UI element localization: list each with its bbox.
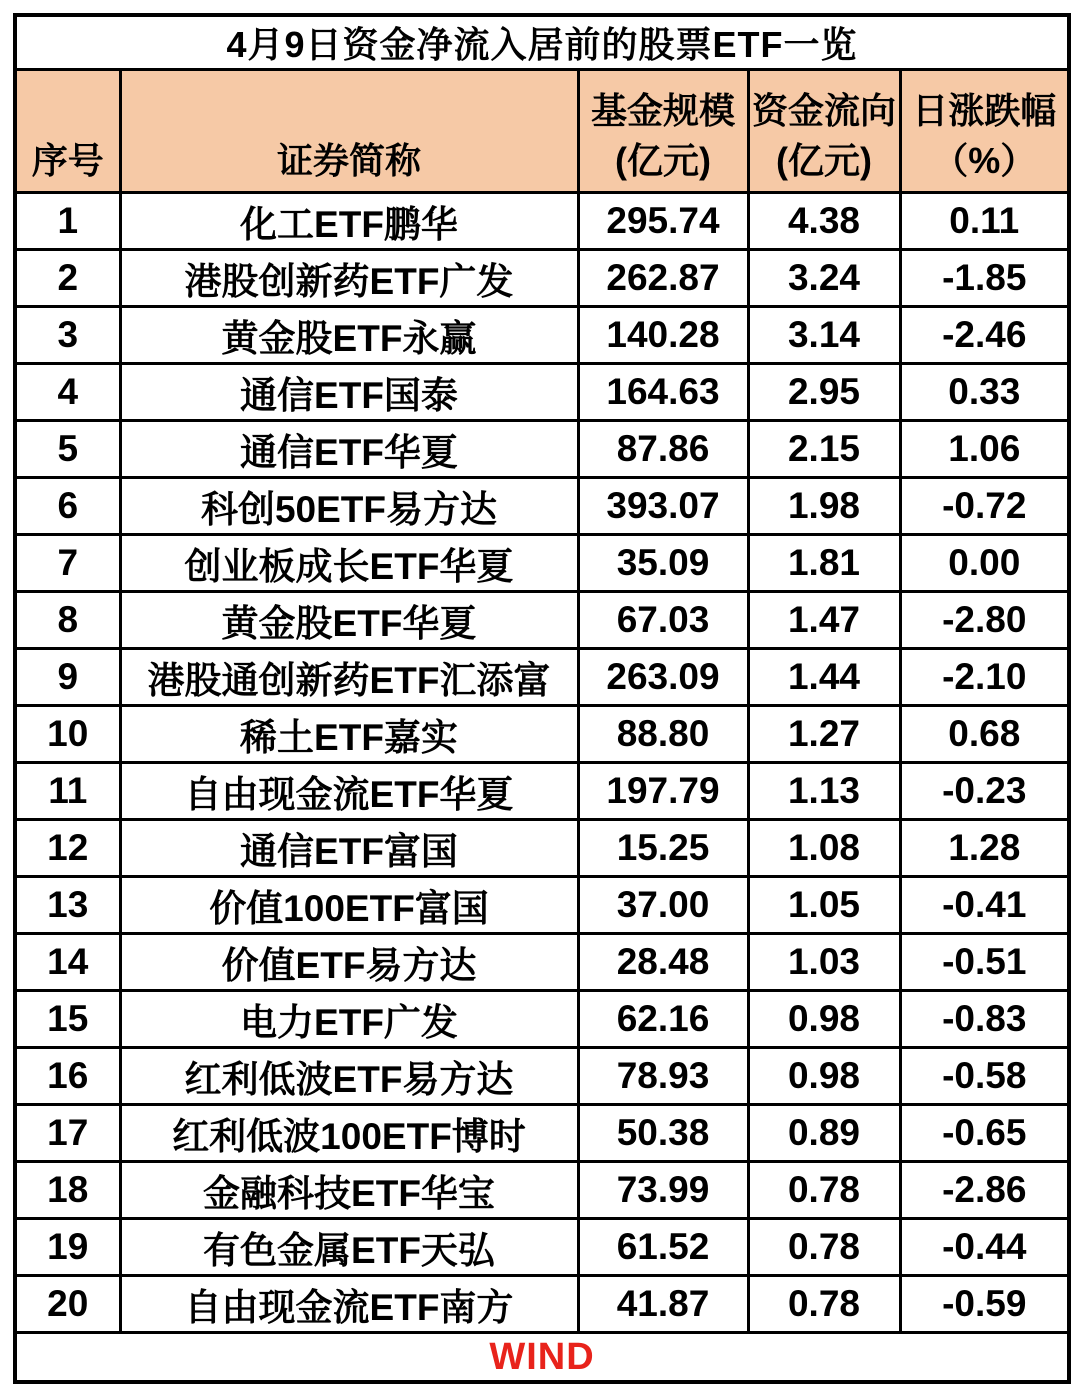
header-daily-change-line2: （%） bbox=[932, 140, 1037, 181]
fund-flow-cell: 0.78 bbox=[748, 1162, 900, 1219]
daily-change-cell: -0.59 bbox=[900, 1276, 1069, 1333]
rank-cell: 14 bbox=[15, 934, 120, 991]
daily-change-cell: -0.83 bbox=[900, 991, 1069, 1048]
daily-change-cell: -0.44 bbox=[900, 1219, 1069, 1276]
rank-cell: 17 bbox=[15, 1105, 120, 1162]
security-name-cell: 红利低波100ETF博时 bbox=[120, 1105, 578, 1162]
security-name-cell: 港股通创新药ETF汇添富 bbox=[120, 649, 578, 706]
header-fund-flow-line1: 资金流向 bbox=[751, 90, 896, 131]
table-row bbox=[15, 877, 1069, 934]
table-row bbox=[15, 421, 1069, 478]
daily-change-cell: -0.65 bbox=[900, 1105, 1069, 1162]
security-name-cell: 自由现金流ETF华夏 bbox=[120, 763, 578, 820]
fund-flow-cell: 2.95 bbox=[748, 364, 900, 421]
daily-change-cell: -2.46 bbox=[900, 307, 1069, 364]
table-row bbox=[15, 763, 1069, 820]
fund-flow-cell: 1.44 bbox=[748, 649, 900, 706]
fund-scale-cell: 50.38 bbox=[578, 1105, 748, 1162]
column-header-row bbox=[15, 70, 1069, 193]
security-name-cell: 港股创新药ETF广发 bbox=[120, 250, 578, 307]
fund-flow-cell: 4.38 bbox=[748, 193, 900, 250]
security-name-cell: 科创50ETF易方达 bbox=[120, 478, 578, 535]
daily-change-cell: -1.85 bbox=[900, 250, 1069, 307]
fund-scale-cell: 73.99 bbox=[578, 1162, 748, 1219]
security-name-cell: 化工ETF鹏华 bbox=[120, 193, 578, 250]
source-row bbox=[15, 1333, 1069, 1383]
table-row bbox=[15, 478, 1069, 535]
security-name-cell: 价值100ETF富国 bbox=[120, 877, 578, 934]
security-name-cell: 价值ETF易方达 bbox=[120, 934, 578, 991]
rank-cell: 13 bbox=[15, 877, 120, 934]
header-rank bbox=[15, 70, 120, 193]
rank-cell: 5 bbox=[15, 421, 120, 478]
fund-flow-cell: 3.24 bbox=[748, 250, 900, 307]
fund-flow-cell: 2.15 bbox=[748, 421, 900, 478]
fund-scale-cell: 295.74 bbox=[578, 193, 748, 250]
security-name-cell: 电力ETF广发 bbox=[120, 991, 578, 1048]
rank-cell: 18 bbox=[15, 1162, 120, 1219]
fund-scale-cell: 393.07 bbox=[578, 478, 748, 535]
data-source-label: WIND bbox=[15, 1333, 1069, 1383]
rank-cell: 7 bbox=[15, 535, 120, 592]
daily-change-cell: -0.51 bbox=[900, 934, 1069, 991]
table-row bbox=[15, 592, 1069, 649]
rank-cell: 4 bbox=[15, 364, 120, 421]
daily-change-cell: -0.23 bbox=[900, 763, 1069, 820]
daily-change-cell: -0.41 bbox=[900, 877, 1069, 934]
rank-cell: 1 bbox=[15, 193, 120, 250]
security-name-cell: 金融科技ETF华宝 bbox=[120, 1162, 578, 1219]
rank-cell: 11 bbox=[15, 763, 120, 820]
security-name-cell: 稀土ETF嘉实 bbox=[120, 706, 578, 763]
title-row bbox=[15, 15, 1069, 70]
fund-flow-cell: 1.05 bbox=[748, 877, 900, 934]
daily-change-cell: 0.33 bbox=[900, 364, 1069, 421]
fund-scale-cell: 87.86 bbox=[578, 421, 748, 478]
security-name-cell: 黄金股ETF永赢 bbox=[120, 307, 578, 364]
table-row bbox=[15, 1105, 1069, 1162]
header-security-name-label: 证券简称 bbox=[276, 140, 421, 181]
security-name-cell: 自由现金流ETF南方 bbox=[120, 1276, 578, 1333]
daily-change-cell: -2.10 bbox=[900, 649, 1069, 706]
fund-flow-cell: 0.78 bbox=[748, 1276, 900, 1333]
table-row bbox=[15, 706, 1069, 763]
rank-cell: 2 bbox=[15, 250, 120, 307]
fund-scale-cell: 197.79 bbox=[578, 763, 748, 820]
table-row bbox=[15, 250, 1069, 307]
fund-flow-cell: 0.98 bbox=[748, 991, 900, 1048]
header-daily-change bbox=[900, 70, 1069, 193]
fund-scale-cell: 262.87 bbox=[578, 250, 748, 307]
fund-scale-cell: 140.28 bbox=[578, 307, 748, 364]
daily-change-cell: 1.28 bbox=[900, 820, 1069, 877]
etf-fund-flow-table bbox=[13, 13, 1071, 1384]
header-fund-scale-line2: (亿元) bbox=[615, 140, 711, 181]
daily-change-cell: 1.06 bbox=[900, 421, 1069, 478]
table-row bbox=[15, 1219, 1069, 1276]
fund-scale-cell: 61.52 bbox=[578, 1219, 748, 1276]
header-daily-change-line1: 日涨跌幅 bbox=[912, 90, 1057, 131]
table-head bbox=[15, 15, 1069, 193]
fund-scale-cell: 88.80 bbox=[578, 706, 748, 763]
fund-scale-cell: 62.16 bbox=[578, 991, 748, 1048]
daily-change-cell: -2.86 bbox=[900, 1162, 1069, 1219]
fund-flow-cell: 1.47 bbox=[748, 592, 900, 649]
daily-change-cell: 0.68 bbox=[900, 706, 1069, 763]
fund-scale-cell: 67.03 bbox=[578, 592, 748, 649]
fund-scale-cell: 41.87 bbox=[578, 1276, 748, 1333]
fund-scale-cell: 164.63 bbox=[578, 364, 748, 421]
fund-scale-cell: 263.09 bbox=[578, 649, 748, 706]
fund-flow-cell: 3.14 bbox=[748, 307, 900, 364]
rank-cell: 12 bbox=[15, 820, 120, 877]
rank-cell: 10 bbox=[15, 706, 120, 763]
security-name-cell: 红利低波ETF易方达 bbox=[120, 1048, 578, 1105]
fund-flow-cell: 1.13 bbox=[748, 763, 900, 820]
table-row bbox=[15, 649, 1069, 706]
table-row bbox=[15, 991, 1069, 1048]
table-row bbox=[15, 1276, 1069, 1333]
security-name-cell: 创业板成长ETF华夏 bbox=[120, 535, 578, 592]
rank-cell: 9 bbox=[15, 649, 120, 706]
daily-change-cell: -2.80 bbox=[900, 592, 1069, 649]
table-row bbox=[15, 193, 1069, 250]
rank-cell: 15 bbox=[15, 991, 120, 1048]
rank-cell: 19 bbox=[15, 1219, 120, 1276]
security-name-cell: 通信ETF富国 bbox=[120, 820, 578, 877]
security-name-cell: 通信ETF华夏 bbox=[120, 421, 578, 478]
rank-cell: 16 bbox=[15, 1048, 120, 1105]
header-fund-flow bbox=[748, 70, 900, 193]
daily-change-cell: -0.58 bbox=[900, 1048, 1069, 1105]
table-title: 4月9日资金净流入居前的股票ETF一览 bbox=[15, 15, 1069, 70]
rank-cell: 8 bbox=[15, 592, 120, 649]
fund-flow-cell: 0.89 bbox=[748, 1105, 900, 1162]
table-row bbox=[15, 535, 1069, 592]
fund-scale-cell: 35.09 bbox=[578, 535, 748, 592]
rank-cell: 3 bbox=[15, 307, 120, 364]
fund-flow-cell: 1.03 bbox=[748, 934, 900, 991]
security-name-cell: 黄金股ETF华夏 bbox=[120, 592, 578, 649]
security-name-cell: 有色金属ETF天弘 bbox=[120, 1219, 578, 1276]
fund-scale-cell: 15.25 bbox=[578, 820, 748, 877]
header-rank-label: 序号 bbox=[31, 140, 104, 181]
fund-flow-cell: 0.78 bbox=[748, 1219, 900, 1276]
table-row bbox=[15, 1048, 1069, 1105]
fund-flow-cell: 1.81 bbox=[748, 535, 900, 592]
table-row bbox=[15, 820, 1069, 877]
rank-cell: 20 bbox=[15, 1276, 120, 1333]
security-name-cell: 通信ETF国泰 bbox=[120, 364, 578, 421]
fund-flow-cell: 0.98 bbox=[748, 1048, 900, 1105]
table-row bbox=[15, 1162, 1069, 1219]
fund-scale-cell: 28.48 bbox=[578, 934, 748, 991]
table-row bbox=[15, 364, 1069, 421]
fund-scale-cell: 37.00 bbox=[578, 877, 748, 934]
fund-flow-cell: 1.98 bbox=[748, 478, 900, 535]
fund-flow-cell: 1.27 bbox=[748, 706, 900, 763]
table-row bbox=[15, 307, 1069, 364]
rank-cell: 6 bbox=[15, 478, 120, 535]
header-fund-scale bbox=[578, 70, 748, 193]
daily-change-cell: -0.72 bbox=[900, 478, 1069, 535]
header-security-name bbox=[120, 70, 578, 193]
table-row bbox=[15, 934, 1069, 991]
daily-change-cell: 0.11 bbox=[900, 193, 1069, 250]
daily-change-cell: 0.00 bbox=[900, 535, 1069, 592]
table-foot bbox=[15, 1333, 1069, 1383]
fund-flow-cell: 1.08 bbox=[748, 820, 900, 877]
header-fund-flow-line2: (亿元) bbox=[776, 140, 872, 181]
header-fund-scale-line1: 基金规模 bbox=[590, 90, 735, 131]
fund-scale-cell: 78.93 bbox=[578, 1048, 748, 1105]
table-body bbox=[15, 193, 1069, 1333]
